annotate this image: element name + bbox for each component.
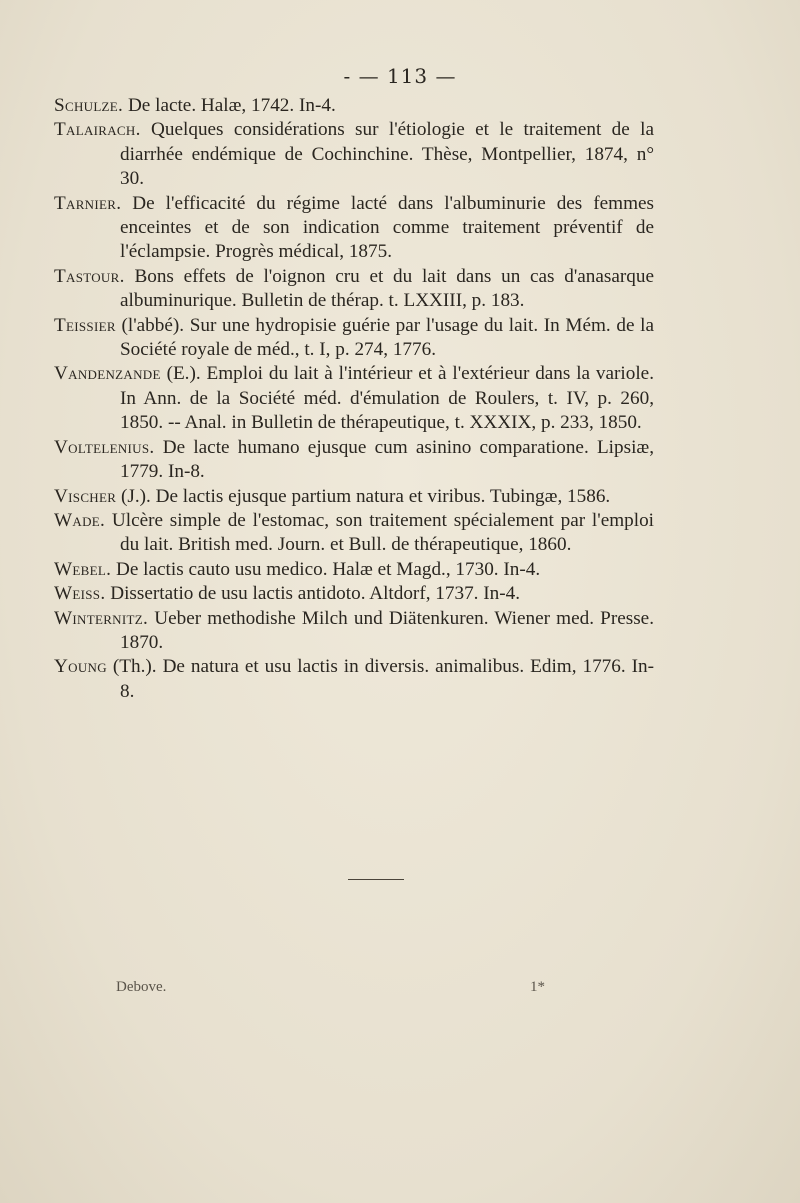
entry-author: Talairach. [54,119,141,141]
bibliography-list [54,94,654,704]
entry-text: Ueber methodishe Milch und Diätenkuren. Wiener med. Presse. 1870. [120,607,654,653]
entry-author: Schulze. [54,95,124,116]
bibliography-entry [54,607,654,656]
entry-text: (l'abbé). Sur une hydropisie guérie par l'usage du lait. In Mém. de la Société royale de méd., t. I, p. 274, 1776. [120,314,654,361]
page-footer [0,979,800,1003]
entry-author: Teissier [54,314,116,336]
entry-text: Dissertatio de usu lactis antidoto. Altdorf, 1737. In-4. [110,583,521,605]
bibliography-entry [54,582,654,606]
bibliography-entry [54,314,654,363]
entry-text: De lactis cauto usu medico. Halæ et Magd., 1730. In-4. [116,558,541,580]
bibliography-entry [54,362,654,435]
entry-author: Voltelenius. [54,436,155,458]
gathering-mark: 1* [530,979,545,995]
entry-author: Winternitz. [54,607,149,629]
entry-text: (E.). Emploi du lait à l'intérieur et à l'extérieur dans la variole. In Ann. de la Société méd. d'émulation de Roulers, t. IV, p. 260, 1850. -- Anal. in Bulletin de thérapeutique, t. XXXIX, p. 233, 1850. [120,363,654,434]
bibliography-entry [54,265,654,314]
bibliography-entry [54,558,654,582]
bibliography-entry [54,192,654,265]
section-divider [348,879,404,880]
entry-author: Vischer [54,485,117,507]
entry-text: Ulcère simple de l'estomac, son traitement spécialement par l'emploi du lait. British med. Journ. et Bull. de thérapeutique, 1860. [111,509,654,556]
entry-author: Tastour. [54,265,125,287]
bibliography-entry [54,509,654,558]
entry-author: Webel. [54,558,112,580]
signature-mark: Debove. [116,979,167,995]
bibliography-entry [54,94,654,118]
entry-text: De l'efficacité du régime lacté dans l'albuminurie des femmes enceintes et de son indication comme traitement préventif de l'éclampsie. Progrès médical, 1875. [120,192,654,263]
entry-author: Tarnier. [54,192,122,214]
entry-author: Wade. [54,509,106,531]
entry-text: (Th.). De natura et usu lactis in diversis. animalibus. Edim, 1776. In-8. [112,656,655,702]
bibliography-entry [54,118,654,191]
bibliography-entry [54,436,654,485]
entry-text: De lacte humano ejusque cum asinino comparatione. Lipsiæ, 1779. In-8. [120,436,655,483]
entry-author: Weiss. [54,583,106,605]
entry-text: Bons effets de l'oignon cru et du lait dans un cas d'anasarque albuminurique. Bulletin de thérap. t. LXXIII, p. 183. [120,265,654,312]
entry-text: De lacte. Halæ, 1742. In-4. [127,95,336,116]
entry-author: Young [54,656,107,678]
bibliography-entry [54,485,654,509]
entry-author: Vandenzande [54,363,161,385]
entry-text: Quelques considérations sur l'étiologie et le traitement de la diarrhée endémique de Cochinchine. Thèse, Montpellier, 1874, n° 30. [120,119,654,190]
bibliography-entry [54,655,654,704]
page-number: - — 113 — [343,64,457,88]
entry-text: (J.). De lactis ejusque partium natura et viribus. Tubingæ, 1586. [120,485,611,507]
